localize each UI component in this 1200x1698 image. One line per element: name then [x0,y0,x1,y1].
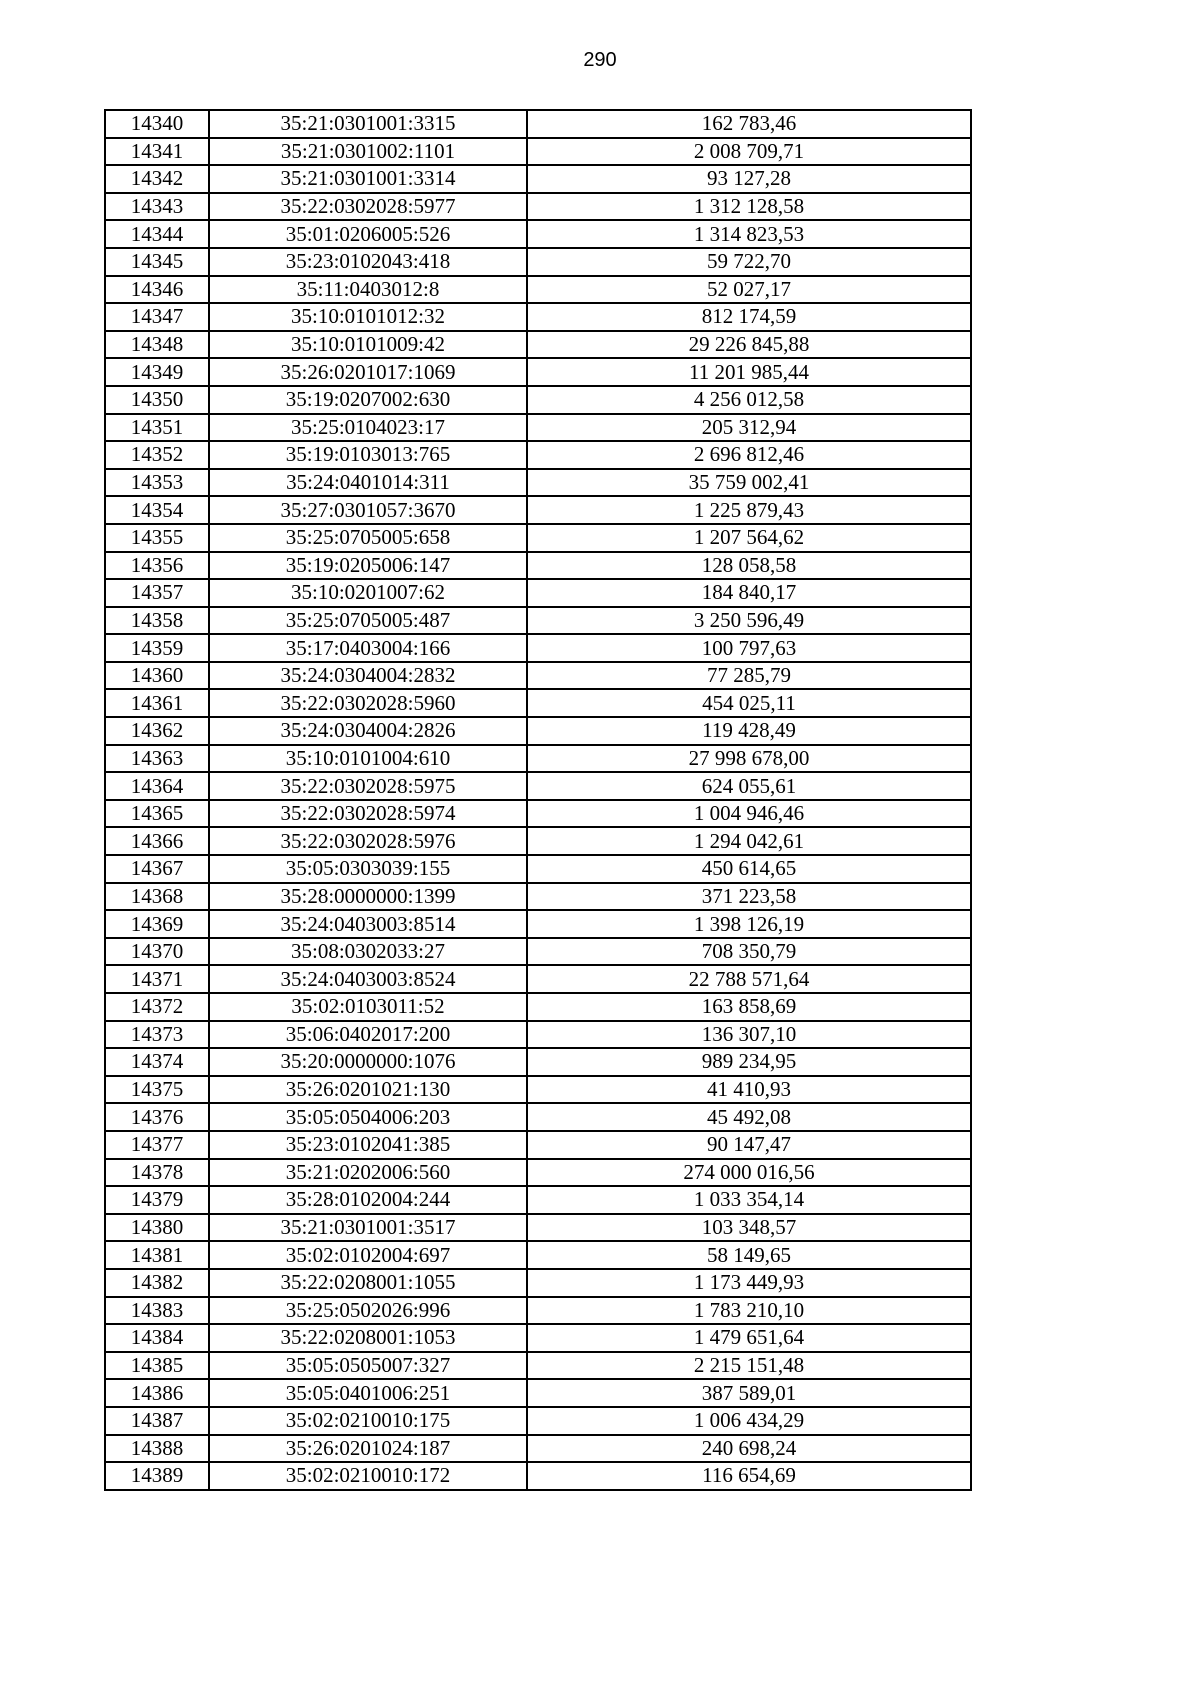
cadastral-number-cell: 35:22:0302028:5975 [209,772,527,800]
row-number-cell: 14354 [105,496,209,524]
row-number-cell: 14361 [105,689,209,717]
cadastral-number-cell: 35:10:0201007:62 [209,579,527,607]
table-row [105,1021,971,1049]
table-row [105,855,971,883]
row-number-cell: 14345 [105,248,209,276]
cadastral-number-cell: 35:22:0302028:5976 [209,827,527,855]
cadastral-value-cell: 29 226 845,88 [527,331,971,359]
cadastral-value-cell: 162 783,46 [527,110,971,138]
cadastral-value-cell: 116 654,69 [527,1462,971,1490]
row-number-cell: 14388 [105,1435,209,1463]
table-row [105,138,971,166]
row-number-cell: 14377 [105,1131,209,1159]
table-row [105,1269,971,1297]
cadastral-number-cell: 35:02:0210010:172 [209,1462,527,1490]
cadastral-value-cell: 27 998 678,00 [527,745,971,773]
cadastral-number-cell: 35:01:0206005:526 [209,220,527,248]
cadastral-number-cell: 35:21:0301001:3517 [209,1214,527,1242]
cadastral-value-cell: 2 008 709,71 [527,138,971,166]
cadastral-value-cell: 989 234,95 [527,1048,971,1076]
row-number-cell: 14341 [105,138,209,166]
cadastral-value-cell: 1 314 823,53 [527,220,971,248]
cadastral-value-cell: 22 788 571,64 [527,965,971,993]
cadastral-number-cell: 35:22:0302028:5977 [209,193,527,221]
row-number-cell: 14378 [105,1159,209,1187]
cadastral-value-cell: 1 783 210,10 [527,1297,971,1325]
cadastral-number-cell: 35:23:0102041:385 [209,1131,527,1159]
cadastral-number-cell: 35:10:0101009:42 [209,331,527,359]
cadastral-value-cell: 59 722,70 [527,248,971,276]
cadastral-number-cell: 35:21:0202006:560 [209,1159,527,1187]
table-row [105,165,971,193]
table-row [105,358,971,386]
table-row [105,634,971,662]
cadastral-number-cell: 35:22:0302028:5974 [209,800,527,828]
table-row [105,193,971,221]
row-number-cell: 14370 [105,938,209,966]
row-number-cell: 14362 [105,717,209,745]
table-row [105,993,971,1021]
table-row [105,1159,971,1187]
row-number-cell: 14374 [105,1048,209,1076]
cadastral-number-cell: 35:11:0403012:8 [209,276,527,304]
table-row [105,386,971,414]
table-row [105,1048,971,1076]
cadastral-number-cell: 35:19:0207002:630 [209,386,527,414]
cadastral-number-cell: 35:05:0303039:155 [209,855,527,883]
row-number-cell: 14373 [105,1021,209,1049]
table-row [105,496,971,524]
row-number-cell: 14367 [105,855,209,883]
cadastral-value-cell: 708 350,79 [527,938,971,966]
row-number-cell: 14360 [105,662,209,690]
cadastral-value-cell: 450 614,65 [527,855,971,883]
cadastral-value-cell: 2 696 812,46 [527,441,971,469]
row-number-cell: 14365 [105,800,209,828]
row-number-cell: 14344 [105,220,209,248]
row-number-cell: 14385 [105,1352,209,1380]
cadastral-value-table [104,109,972,1491]
cadastral-value-cell: 1 479 651,64 [527,1324,971,1352]
row-number-cell: 14352 [105,441,209,469]
cadastral-number-cell: 35:28:0102004:244 [209,1186,527,1214]
cadastral-value-cell: 1 207 564,62 [527,524,971,552]
cadastral-value-cell: 812 174,59 [527,303,971,331]
table-row [105,800,971,828]
cadastral-value-cell: 119 428,49 [527,717,971,745]
cadastral-value-cell: 1 312 128,58 [527,193,971,221]
cadastral-value-cell: 52 027,17 [527,276,971,304]
cadastral-number-cell: 35:27:0301057:3670 [209,496,527,524]
table-row [105,1103,971,1131]
cadastral-number-cell: 35:25:0705005:658 [209,524,527,552]
cadastral-number-cell: 35:05:0504006:203 [209,1103,527,1131]
cadastral-value-cell: 128 058,58 [527,552,971,580]
row-number-cell: 14348 [105,331,209,359]
cadastral-value-cell: 1 033 354,14 [527,1186,971,1214]
cadastral-number-cell: 35:02:0103011:52 [209,993,527,1021]
table-row [105,607,971,635]
table-row [105,1297,971,1325]
cadastral-number-cell: 35:22:0208001:1053 [209,1324,527,1352]
cadastral-value-cell: 1 173 449,93 [527,1269,971,1297]
cadastral-value-cell: 3 250 596,49 [527,607,971,635]
row-number-cell: 14363 [105,745,209,773]
table-row [105,441,971,469]
cadastral-number-cell: 35:26:0201021:130 [209,1076,527,1104]
cadastral-number-cell: 35:25:0104023:17 [209,414,527,442]
table-row [105,579,971,607]
cadastral-number-cell: 35:10:0101012:32 [209,303,527,331]
cadastral-value-cell: 2 215 151,48 [527,1352,971,1380]
row-number-cell: 14382 [105,1269,209,1297]
row-number-cell: 14379 [105,1186,209,1214]
row-number-cell: 14387 [105,1407,209,1435]
cadastral-value-cell: 1 004 946,46 [527,800,971,828]
cadastral-number-cell: 35:05:0505007:327 [209,1352,527,1380]
cadastral-number-cell: 35:24:0403003:8514 [209,910,527,938]
table-row [105,276,971,304]
cadastral-value-cell: 454 025,11 [527,689,971,717]
cadastral-number-cell: 35:23:0102043:418 [209,248,527,276]
cadastral-value-cell: 387 589,01 [527,1379,971,1407]
cadastral-value-cell: 58 149,65 [527,1241,971,1269]
table-row [105,1241,971,1269]
table-row [105,248,971,276]
cadastral-number-cell: 35:02:0102004:697 [209,1241,527,1269]
table-row [105,827,971,855]
table-row [105,1352,971,1380]
cadastral-number-cell: 35:20:0000000:1076 [209,1048,527,1076]
cadastral-number-cell: 35:24:0304004:2826 [209,717,527,745]
row-number-cell: 14375 [105,1076,209,1104]
cadastral-number-cell: 35:22:0208001:1055 [209,1269,527,1297]
row-number-cell: 14383 [105,1297,209,1325]
row-number-cell: 14342 [105,165,209,193]
row-number-cell: 14371 [105,965,209,993]
cadastral-number-cell: 35:26:0201024:187 [209,1435,527,1463]
table-row [105,1214,971,1242]
row-number-cell: 14358 [105,607,209,635]
cadastral-value-cell: 35 759 002,41 [527,469,971,497]
row-number-cell: 14343 [105,193,209,221]
cadastral-value-cell: 11 201 985,44 [527,358,971,386]
cadastral-number-cell: 35:25:0502026:996 [209,1297,527,1325]
table-row [105,1435,971,1463]
row-number-cell: 14389 [105,1462,209,1490]
cadastral-value-cell: 4 256 012,58 [527,386,971,414]
table-row [105,1186,971,1214]
row-number-cell: 14347 [105,303,209,331]
cadastral-number-cell: 35:22:0302028:5960 [209,689,527,717]
cadastral-value-cell: 205 312,94 [527,414,971,442]
cadastral-value-cell: 136 307,10 [527,1021,971,1049]
page-number: 290 [583,49,617,71]
table-row [105,910,971,938]
row-number-cell: 14384 [105,1324,209,1352]
table-row [105,1379,971,1407]
cadastral-value-cell: 1 398 126,19 [527,910,971,938]
table-row [105,938,971,966]
cadastral-number-cell: 35:19:0103013:765 [209,441,527,469]
cadastral-value-cell: 274 000 016,56 [527,1159,971,1187]
row-number-cell: 14368 [105,883,209,911]
cadastral-value-cell: 77 285,79 [527,662,971,690]
row-number-cell: 14350 [105,386,209,414]
cadastral-number-cell: 35:17:0403004:166 [209,634,527,662]
table-row [105,414,971,442]
row-number-cell: 14357 [105,579,209,607]
row-number-cell: 14355 [105,524,209,552]
table-row [105,1076,971,1104]
cadastral-number-cell: 35:05:0401006:251 [209,1379,527,1407]
cadastral-value-cell: 45 492,08 [527,1103,971,1131]
cadastral-value-cell: 41 410,93 [527,1076,971,1104]
cadastral-number-cell: 35:24:0403003:8524 [209,965,527,993]
cadastral-number-cell: 35:28:0000000:1399 [209,883,527,911]
row-number-cell: 14340 [105,110,209,138]
cadastral-number-cell: 35:10:0101004:610 [209,745,527,773]
cadastral-number-cell: 35:24:0401014:311 [209,469,527,497]
row-number-cell: 14356 [105,552,209,580]
cadastral-number-cell: 35:19:0205006:147 [209,552,527,580]
row-number-cell: 14353 [105,469,209,497]
row-number-cell: 14386 [105,1379,209,1407]
row-number-cell: 14369 [105,910,209,938]
table-row [105,469,971,497]
cadastral-value-cell: 240 698,24 [527,1435,971,1463]
cadastral-number-cell: 35:26:0201017:1069 [209,358,527,386]
cadastral-value-cell: 624 055,61 [527,772,971,800]
table-row [105,331,971,359]
table-row [105,1131,971,1159]
table-row [105,220,971,248]
row-number-cell: 14359 [105,634,209,662]
cadastral-value-cell: 1 006 434,29 [527,1407,971,1435]
cadastral-number-cell: 35:21:0301002:1101 [209,138,527,166]
row-number-cell: 14376 [105,1103,209,1131]
row-number-cell: 14364 [105,772,209,800]
row-number-cell: 14349 [105,358,209,386]
table-row [105,965,971,993]
table-row [105,552,971,580]
table-row [105,1407,971,1435]
cadastral-number-cell: 35:21:0301001:3315 [209,110,527,138]
cadastral-number-cell: 35:08:0302033:27 [209,938,527,966]
table-row [105,524,971,552]
row-number-cell: 14380 [105,1214,209,1242]
cadastral-number-cell: 35:21:0301001:3314 [209,165,527,193]
cadastral-value-cell: 371 223,58 [527,883,971,911]
cadastral-number-cell: 35:25:0705005:487 [209,607,527,635]
table-row [105,110,971,138]
row-number-cell: 14366 [105,827,209,855]
table-row [105,303,971,331]
row-number-cell: 14381 [105,1241,209,1269]
cadastral-value-cell: 100 797,63 [527,634,971,662]
row-number-cell: 14372 [105,993,209,1021]
table-row [105,717,971,745]
row-number-cell: 14346 [105,276,209,304]
cadastral-value-cell: 93 127,28 [527,165,971,193]
cadastral-number-cell: 35:24:0304004:2832 [209,662,527,690]
cadastral-value-cell: 1 225 879,43 [527,496,971,524]
row-number-cell: 14351 [105,414,209,442]
cadastral-value-cell: 103 348,57 [527,1214,971,1242]
cadastral-value-cell: 184 840,17 [527,579,971,607]
table-row [105,1324,971,1352]
cadastral-number-cell: 35:02:0210010:175 [209,1407,527,1435]
table-row [105,745,971,773]
cadastral-value-cell: 1 294 042,61 [527,827,971,855]
table-row [105,1462,971,1490]
table-row [105,772,971,800]
cadastral-value-cell: 163 858,69 [527,993,971,1021]
table-body [105,110,971,1490]
table-row [105,883,971,911]
cadastral-number-cell: 35:06:0402017:200 [209,1021,527,1049]
cadastral-value-cell: 90 147,47 [527,1131,971,1159]
table-row [105,689,971,717]
table-row [105,662,971,690]
